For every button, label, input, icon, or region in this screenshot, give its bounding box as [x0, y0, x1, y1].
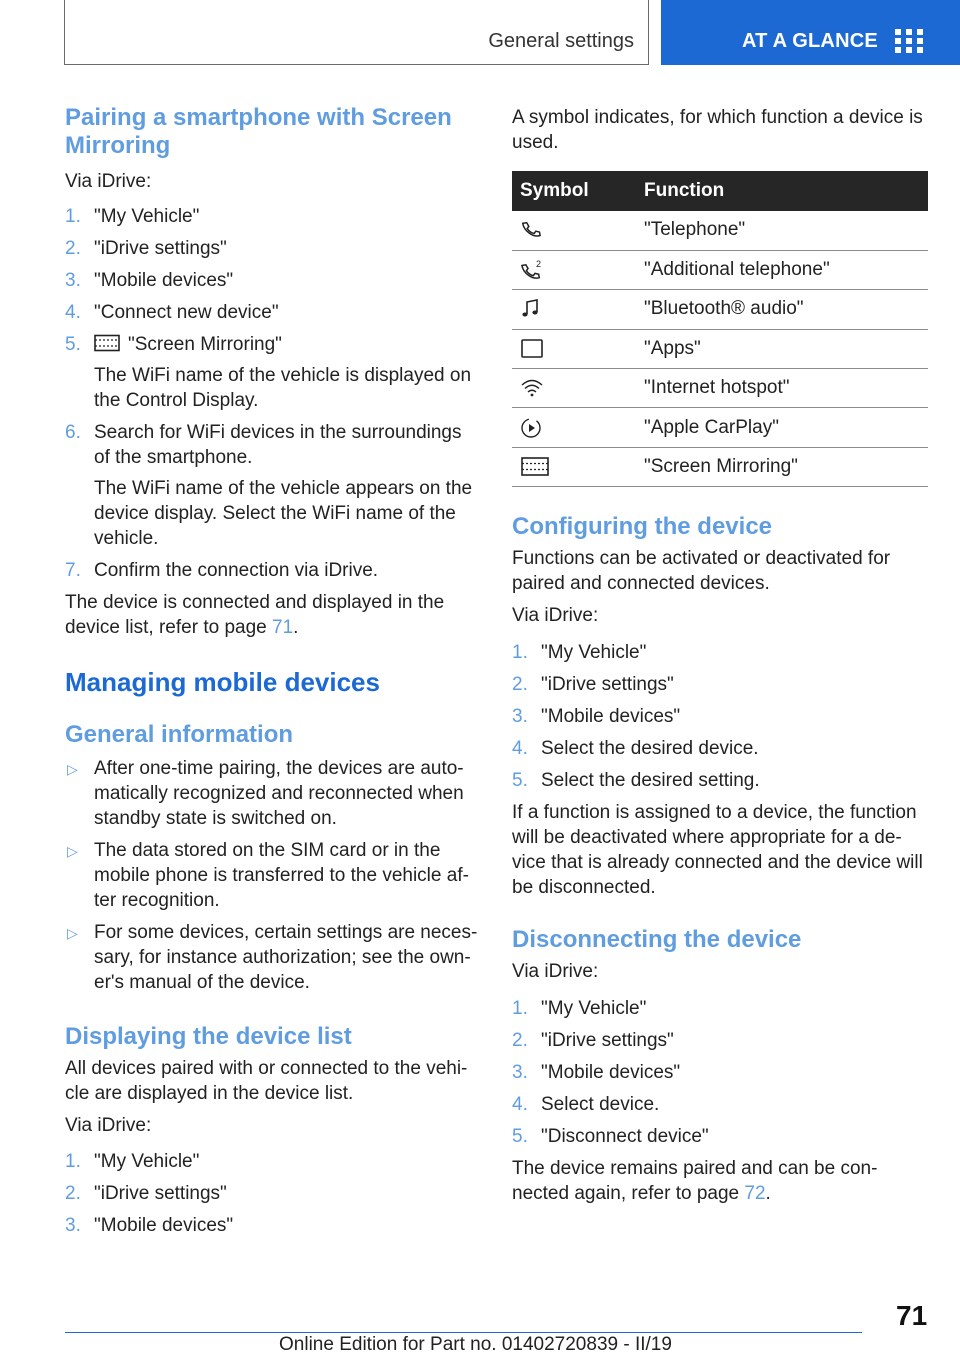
device-list-heading: Displaying the device list	[65, 1023, 352, 1050]
list-item: 1. "My Vehicle"	[512, 642, 647, 664]
device-list-intro: All devices paired with or connected to the vehi-cle are displayed in the device list.	[65, 1058, 468, 1104]
symbol-intro: A symbol indicates, for which function a device is used.	[512, 107, 923, 153]
screen-mirroring-icon	[94, 334, 120, 352]
table-header-row	[512, 171, 928, 211]
list-item: 7. Confirm the connection via iDrive.	[65, 560, 379, 581]
list-item: 1. "My Vehicle"	[65, 206, 200, 227]
page-number: 71	[896, 1300, 928, 1331]
list-item: 4. Select the desired device.	[512, 738, 759, 760]
configuring-steps	[512, 640, 928, 793]
list-item: 6. Search for WiFi devices in the surroundings of the smartphone. The WiFi name of the vehicle appears on the device display. Select the WiFi name of the vehicle.	[65, 422, 473, 549]
table-row: "Screen Mirroring"	[512, 447, 928, 486]
list-item: 3. "Mobile devices"	[512, 706, 681, 728]
list-item: 5. "Disconnect device"	[512, 1126, 709, 1148]
pairing-outro: The device is connected and displayed in the device list, refer to page 71.	[65, 592, 445, 638]
footer-edition: Online Edition for Part no. 01402720839 - II/19	[279, 1334, 672, 1355]
symbol-table	[512, 171, 928, 487]
list-item: ▷ The data stored on the SIM card or in the mobile phone is transferred to the vehicle af-ter recognition.	[67, 840, 469, 911]
screen-mirroring-icon	[520, 456, 550, 478]
pairing-via: Via iDrive:	[65, 171, 152, 192]
configuring-heading: Configuring the device	[512, 513, 773, 541]
list-item: 5. "Screen Mirroring" The WiFi name of the vehicle is displayed on the Control Display.	[65, 334, 472, 411]
footer-divider	[65, 1332, 862, 1333]
table-row: "Telephone"	[512, 211, 928, 250]
disconnecting-outro: The device remains paired and can be con-nected again, refer to page 72.	[512, 1158, 878, 1205]
header-chapter-tab[interactable]	[661, 0, 960, 65]
apps-square-icon	[520, 338, 544, 360]
header-chapter-label: AT A GLANCE	[742, 30, 878, 52]
svg-text:2: 2	[536, 259, 542, 270]
table-row: "Apps"	[512, 329, 928, 368]
bullet-triangle-icon: ▷	[67, 925, 78, 941]
table-row: "Bluetooth® audio"	[512, 290, 928, 329]
list-item: 2. "iDrive settings"	[65, 1183, 227, 1204]
bullet-triangle-icon: ▷	[67, 761, 78, 777]
music-note-icon	[520, 298, 542, 320]
page-link-72[interactable]: 72	[744, 1183, 766, 1205]
additional-telephone-icon	[520, 259, 544, 281]
telephone-icon	[520, 219, 542, 241]
page-link-71[interactable]: 71	[272, 617, 294, 638]
device-list-via: Via iDrive:	[65, 1115, 152, 1136]
disconnecting-steps	[512, 996, 928, 1149]
configuring-outro: If a function is assigned to a device, the function will be deactivated where appropriate for a de-vice that is already connected and the device will be disconnected.	[512, 802, 923, 899]
bullet-triangle-icon: ▷	[67, 843, 78, 859]
list-item: ▷ After one-time pairing, the devices are auto-matically recognized and reconnected when standby state is switched on.	[67, 758, 464, 829]
wifi-icon	[520, 377, 544, 399]
managing-heading: Managing mobile devices	[65, 667, 380, 697]
header-section-title: General settings	[488, 30, 634, 52]
list-item: 2. "iDrive settings"	[65, 238, 227, 259]
list-item: 4. Select device.	[512, 1094, 660, 1116]
list-item: 2. "iDrive settings"	[512, 1030, 674, 1052]
general-info-heading: General information	[65, 721, 294, 748]
table-header-function: Function	[636, 171, 928, 211]
table-row: 2 "Additional telephone"	[512, 250, 928, 289]
list-item: 3. "Mobile devices"	[65, 1215, 234, 1236]
grid-menu-icon[interactable]	[895, 29, 923, 53]
table-row: "Internet hotspot"	[512, 369, 928, 408]
device-list-steps	[65, 1149, 480, 1238]
header-left-box	[64, 0, 649, 65]
pairing-steps	[65, 204, 480, 583]
right-column	[512, 100, 928, 1206]
list-item: 3. "Mobile devices"	[512, 1062, 681, 1084]
list-item: 1. "My Vehicle"	[65, 1151, 200, 1172]
list-item: 2. "iDrive settings"	[512, 674, 674, 696]
list-item: 3. "Mobile devices"	[65, 270, 234, 291]
pairing-heading: Pairing a smartphone with Screen Mirroring	[65, 104, 452, 159]
carplay-play-icon	[520, 417, 544, 439]
configuring-intro: Functions can be activated or deactivated for paired and connected devices.	[512, 548, 891, 595]
general-info-bullets	[65, 756, 480, 995]
table-header-symbol: Symbol	[512, 171, 636, 211]
table-row: "Apple CarPlay"	[512, 408, 928, 447]
list-item: 5. Select the desired setting.	[512, 770, 760, 792]
left-column	[65, 100, 480, 1245]
configuring-via: Via iDrive:	[512, 605, 599, 627]
list-item: 4. "Connect new device"	[65, 302, 279, 323]
list-item: ▷ For some devices, certain settings are neces-sary, for instance authorization; see the own-er's manual of the device.	[67, 922, 478, 993]
list-item: 1. "My Vehicle"	[512, 998, 647, 1020]
disconnecting-via: Via iDrive:	[512, 961, 599, 983]
disconnecting-heading: Disconnecting the device	[512, 926, 802, 954]
